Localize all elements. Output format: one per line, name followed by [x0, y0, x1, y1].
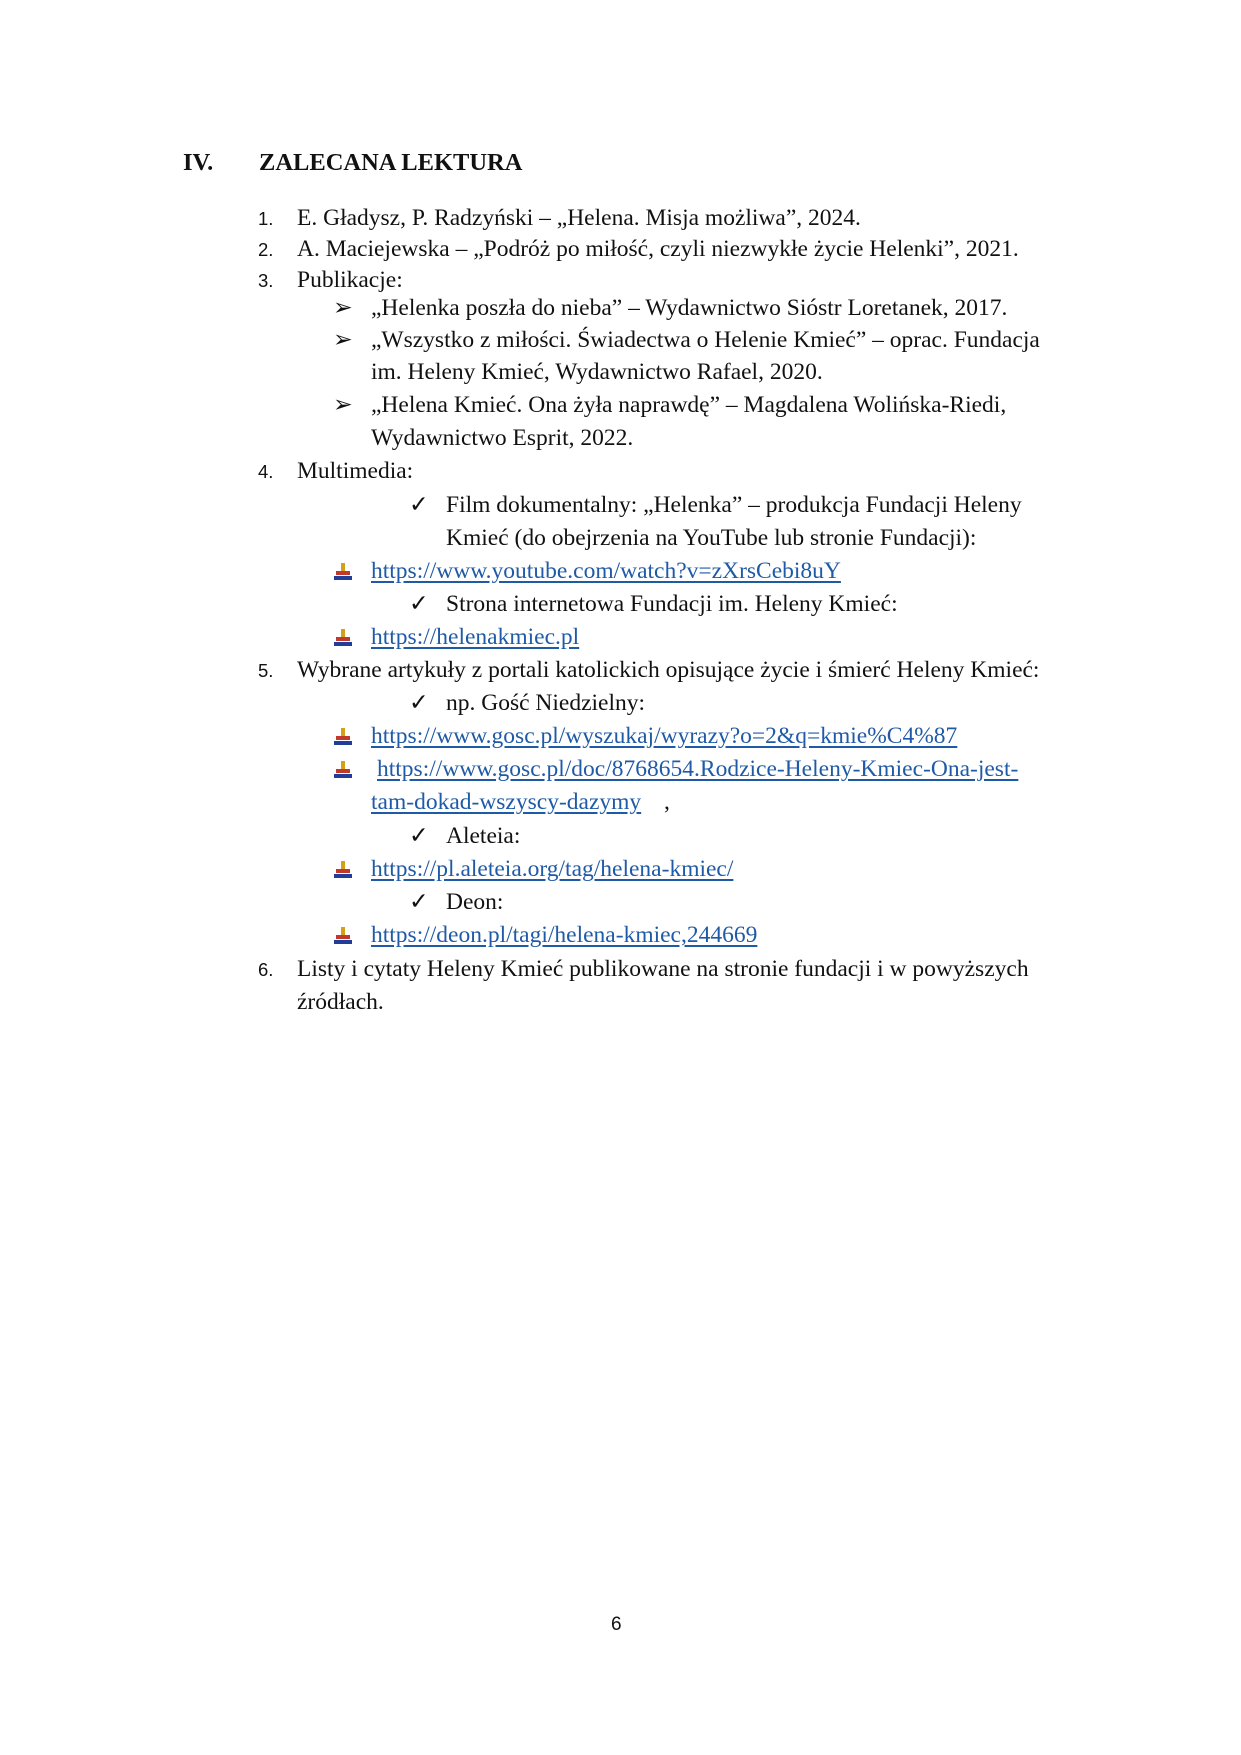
- link-gosc-search[interactable]: https://www.gosc.pl/wyszukaj/wyrazy?o=2&q=kmie%C4%87: [371, 723, 958, 749]
- cross-bullet-icon: [333, 628, 353, 648]
- sublist-item-text: „Helenka poszła do nieba” – Wydawnictwo Sióstr Loretanek, 2017.: [371, 295, 1008, 321]
- list-item-text: E. Gładysz, P. Radzyński – „Helena. Misja możliwa”, 2024.: [297, 205, 861, 231]
- checkmark-icon: ✓: [409, 690, 429, 716]
- cross-bullet-icon: [333, 926, 353, 946]
- check-item-text: Deon:: [446, 889, 504, 915]
- checkmark-icon: ✓: [409, 492, 429, 518]
- link-foundation[interactable]: https://helenakmiec.pl: [371, 624, 580, 650]
- list-item-number: 3.: [258, 270, 274, 291]
- checkmark-icon: ✓: [409, 591, 429, 617]
- section-number: IV.: [183, 149, 214, 176]
- sublist-item-text: „Helena Kmieć. Ona żyła naprawdę” – Magdalena Wolińska-Riedi,: [371, 392, 1007, 418]
- cross-bullet-icon: [333, 860, 353, 880]
- cross-bullet-icon: [333, 727, 353, 747]
- list-item-number: 5.: [258, 660, 274, 681]
- link-gosc-article-cont[interactable]: tam-dokad-wszyscy-dazymy: [371, 789, 642, 815]
- section-title: ZALECANA LEKTURA: [259, 149, 523, 176]
- cross-bullet-icon: [333, 760, 353, 780]
- checkmark-icon: ✓: [409, 823, 429, 849]
- arrow-bullet-icon: ➢: [333, 392, 353, 418]
- list-item-number: 4.: [258, 461, 274, 482]
- sublist-item-text-cont: Wydawnictwo Esprit, 2022.: [371, 425, 634, 451]
- sublist-item-text-cont: im. Heleny Kmieć, Wydawnictwo Rafael, 2020.: [371, 359, 823, 385]
- list-item-number: 2.: [258, 239, 274, 260]
- cross-bullet-icon: [333, 562, 353, 582]
- list-item-number: 6.: [258, 959, 274, 980]
- list-item-number: 1.: [258, 208, 274, 229]
- list-item-text: Listy i cytaty Heleny Kmieć publikowane na stronie fundacji i w powyższych: [297, 956, 1029, 982]
- link-deon[interactable]: https://deon.pl/tagi/helena-kmiec,244669: [371, 922, 758, 948]
- link-gosc-article[interactable]: https://www.gosc.pl/doc/8768654.Rodzice-Heleny-Kmiec-Ona-jest-: [377, 756, 1019, 782]
- check-item-text: Film dokumentalny: „Helenka” – produkcja Fundacji Heleny: [446, 492, 1022, 518]
- sublist-item-text: „Wszystko z miłości. Świadectwa o Helenie Kmieć” – oprac. Fundacja: [371, 327, 1040, 353]
- check-item-text: Strona internetowa Fundacji im. Heleny Kmieć:: [446, 591, 898, 617]
- link-aleteia[interactable]: https://pl.aleteia.org/tag/helena-kmiec/: [371, 856, 734, 882]
- check-item-text-cont: Kmieć (do obejrzenia na YouTube lub stronie Fundacji):: [446, 525, 977, 551]
- page-number: 6: [611, 1614, 622, 1635]
- list-item-text: A. Maciejewska – „Podróż po miłość, czyli niezwykłe życie Helenki”, 2021.: [297, 236, 1019, 262]
- checkmark-icon: ✓: [409, 889, 429, 915]
- list-item-text: Publikacje:: [297, 267, 403, 293]
- check-item-text: Aleteia:: [446, 823, 521, 849]
- arrow-bullet-icon: ➢: [333, 295, 353, 321]
- check-item-text: np. Gość Niedzielny:: [446, 690, 646, 716]
- list-item-text-cont: źródłach.: [297, 989, 384, 1015]
- list-item-text: Multimedia:: [297, 458, 414, 484]
- link-youtube[interactable]: https://www.youtube.com/watch?v=zXrsCebi8uY: [371, 558, 841, 584]
- arrow-bullet-icon: ➢: [333, 327, 353, 353]
- trailing-comma: ,: [664, 789, 670, 815]
- list-item-text: Wybrane artykuły z portali katolickich opisujące życie i śmierć Heleny Kmieć:: [297, 657, 1040, 683]
